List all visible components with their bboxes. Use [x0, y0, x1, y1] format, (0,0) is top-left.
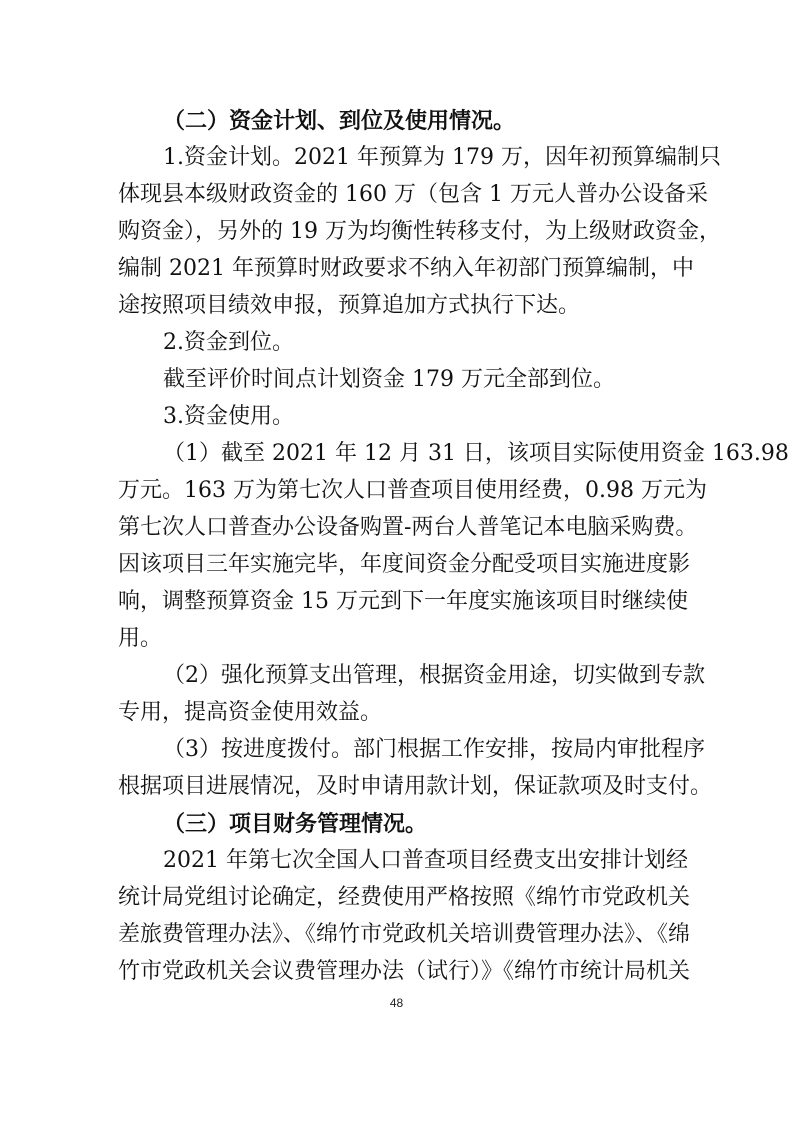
paragraph-line: 竹市党政机关会议费管理办法（试行）》《绵竹市统计局机关 [118, 959, 691, 984]
paragraph-line: 途按照项目绩效申报，预算追加方式执行下达。 [118, 293, 581, 318]
paragraph-line: （2）强化预算支出管理，根据资金用途，切实做到专款 [163, 663, 705, 688]
paragraph-line: 第七次人口普查办公设备购置-两台人普笔记本电脑采购费。 [118, 515, 698, 540]
paragraph-line: 根据项目进展情况，及时申请用款计划，保证款项及时支付。 [118, 774, 713, 799]
paragraph-line: 1.资金计划。2021 年预算为 179 万，因年初预算编制只 [163, 145, 721, 170]
section-heading-finance: （三）项目财务管理情况。 [163, 811, 428, 837]
paragraph-line: 用。 [118, 626, 163, 651]
paragraph-line: 截至评价时间点计划资金 179 万元全部到位。 [163, 367, 615, 392]
paragraph-line: 编制 2021 年预算时财政要求不纳入年初部门预算编制，中 [118, 256, 694, 281]
paragraph-line: 差旅费管理办法》、《绵竹市党政机关培训费管理办法》、《绵 [118, 922, 691, 947]
paragraph-line: 响，调整预算资金 15 万元到下一年度实施该项目时继续使 [118, 589, 688, 614]
section-heading-funds: （二）资金计划、到位及使用情况。 [163, 108, 516, 134]
paragraph-line: 2.资金到位。 [163, 330, 294, 355]
paragraph-line: （3）按进度拨付。部门根据工作安排，按局内审批程序 [163, 737, 705, 762]
paragraph-line: 2021 年第七次全国人口普查项目经费支出安排计划经 [163, 848, 688, 873]
paragraph-line: 3.资金使用。 [163, 404, 294, 429]
page-number: 48 [389, 996, 404, 1010]
paragraph-line: 因该项目三年实施完毕，年度间资金分配受项目实施进度影 [118, 552, 691, 577]
paragraph-line: 体现县本级财政资金的 160 万（包含 1 万元人普办公设备采 [118, 182, 708, 207]
paragraph-line: 专用，提高资金使用效益。 [118, 700, 383, 725]
paragraph-line: （1）截至 2021 年 12 月 31 日，该项目实际使用资金 163.98 [163, 441, 789, 466]
paragraph-line: 购资金），另外的 19 万为均衡性转移支付，为上级财政资金， [118, 219, 721, 244]
paragraph-line: 统计局党组讨论确定，经费使用严格按照《绵竹市党政机关 [118, 885, 691, 910]
paragraph-line: 万元。163 万为第七次人口普查项目使用经费，0.98 万元为 [118, 478, 707, 503]
